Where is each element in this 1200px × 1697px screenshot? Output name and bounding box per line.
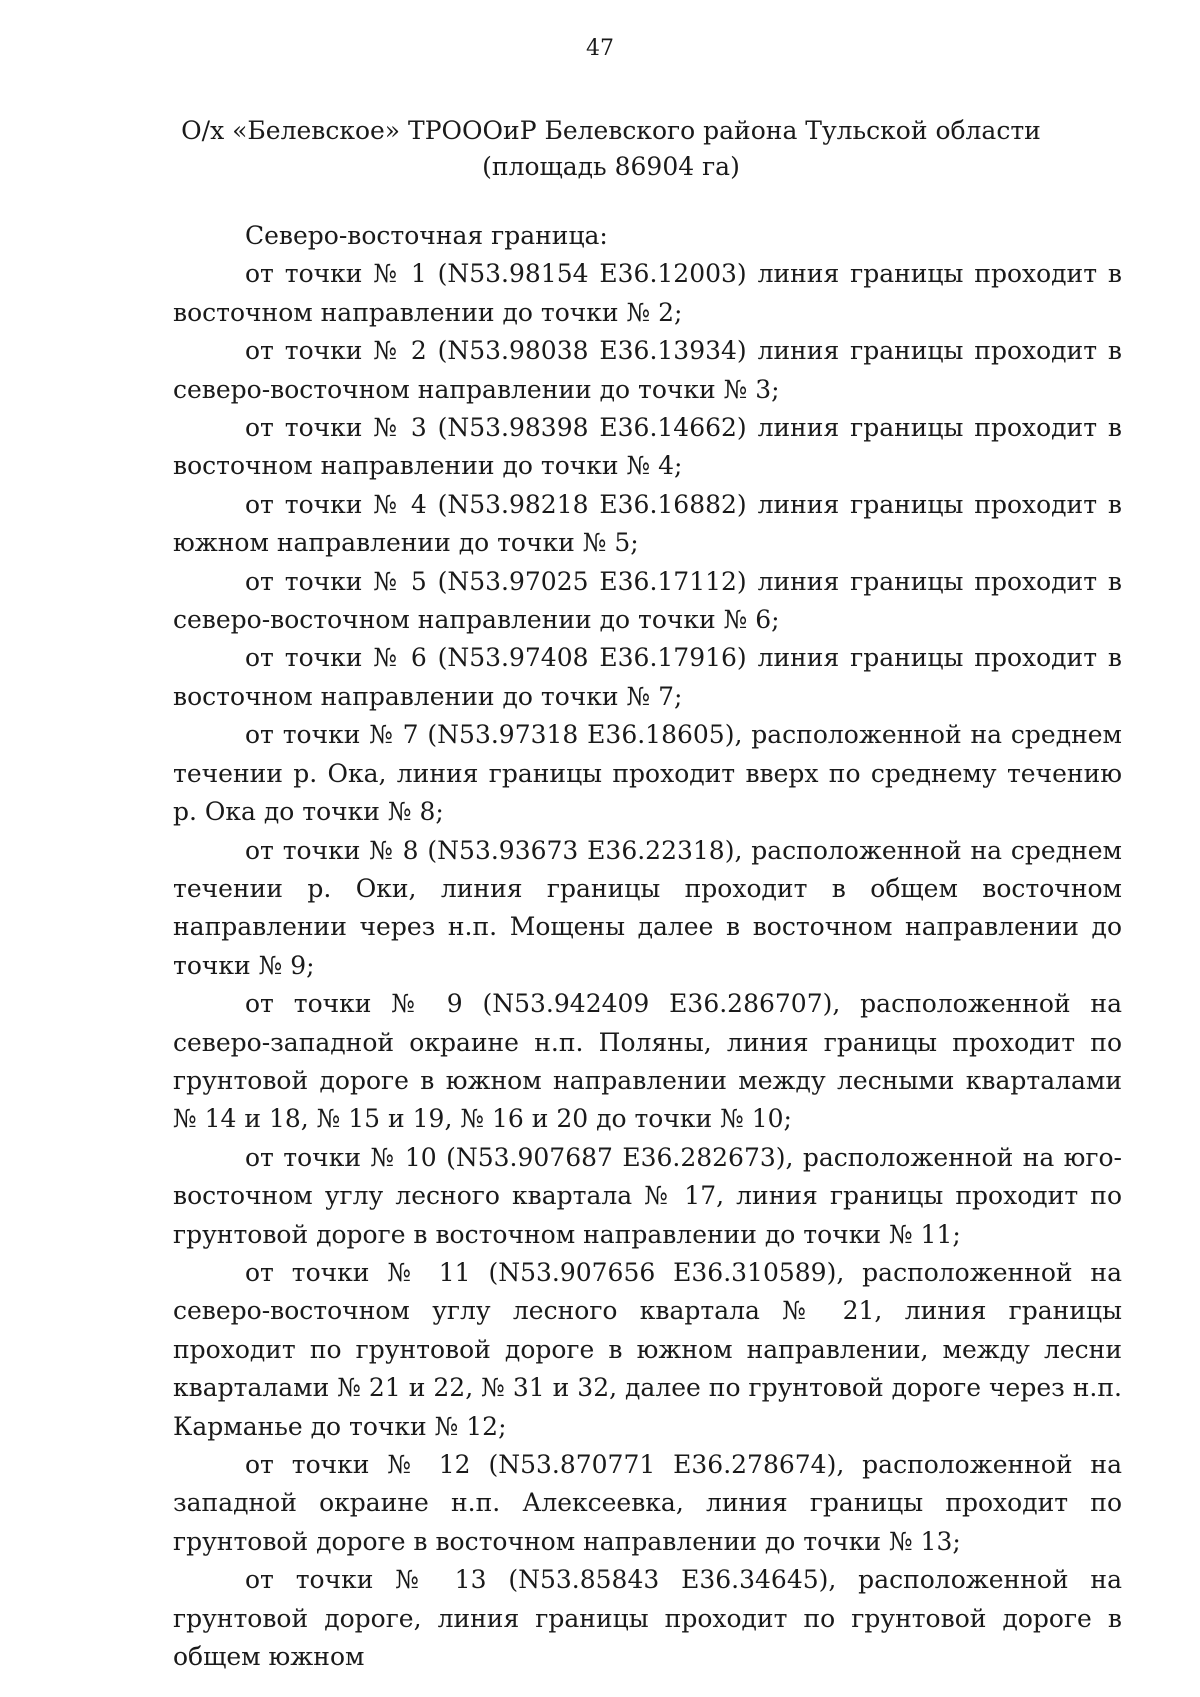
boundary-paragraph-6: от точки № 6 (N53.97408 E36.17916) линия границы проходит в восточном направлении до точки № 7;: [173, 643, 1122, 711]
boundary-paragraph-4: от точки № 4 (N53.98218 E36.16882) линия границы проходит в южном направлении до точки № 5;: [173, 489, 1122, 558]
document-body: [173, 217, 1122, 1676]
title-line-1: О/х «Белевское» ТРОООиР Белевского района Тульской области: [181, 116, 1041, 145]
boundary-paragraph-10: от точки № 10 (N53.907687 E36.282673), расположенной на юго-восточном углу лесного квартала № 17, линия границы проходит по грунтовой дороге в восточном направлении до точки № 11;: [173, 1142, 1122, 1249]
boundary-paragraph-1: от точки № 1 (N53.98154 E36.12003) линия границы проходит в восточном направлении до точки № 2;: [173, 259, 1122, 327]
boundary-paragraph-5: от точки № 5 (N53.97025 E36.17112) линия границы проходит в северо-восточном направлении до точки № 6;: [173, 566, 1122, 635]
boundary-paragraph-11: от точки № 11 (N53.907656 E36.310589), расположенной на северо-восточном углу лесного квартала № 21, линия границы проходит по грунтовой дороге в южном направлении, между лесни кварталами № 21 и 22, № 31 и 32, далее по грунтовой дороге через н.п. Карманье до точки № 12;: [173, 1257, 1122, 1441]
boundary-paragraph-12: от точки № 12 (N53.870771 E36.278674), расположенной на западной окраине н.п. Алексеевка, линия границы проходит по грунтовой дороге в восточном направлении до точки № 13;: [173, 1450, 1122, 1556]
page-number: 47: [586, 36, 614, 61]
document-title: [160, 113, 1062, 185]
boundary-paragraph-3: от точки № 3 (N53.98398 E36.14662) линия границы проходит в восточном направлении до точки № 4;: [173, 413, 1122, 481]
boundary-paragraph-9: от точки № 9 (N53.942409 E36.286707), расположенной на северо-западной окраине н.п. Поляны, линия границы проходит по грунтовой дороге в южном направлении между лесными кварталами № 14 и 18, № 15 и 19, № 16 и 20 до точки № 10;: [173, 989, 1122, 1134]
boundary-paragraph-13: от точки № 13 (N53.85843 E36.34645), расположенной на грунтовой дороге, линия границы проходит по грунтовой дороге в общем южном: [173, 1565, 1122, 1672]
boundary-paragraph-2: от точки № 2 (N53.98038 E36.13934) линия границы проходит в северо-восточном направлении до точки № 3;: [173, 336, 1122, 404]
boundary-paragraph-7: от точки № 7 (N53.97318 E36.18605), расположенной на среднем течении р. Ока, линия границы проходит вверх по среднему течению р. Ока до точки № 8;: [173, 720, 1122, 827]
section-heading: Северо-восточная граница:: [245, 221, 608, 250]
title-line-2: (площадь 86904 га): [482, 152, 740, 181]
boundary-paragraph-8: от точки № 8 (N53.93673 E36.22318), расположенной на среднем течении р. Оки, линия границы проходит в общем восточном направлении через н.п. Мощены далее в восточном направлении до точки № 9;: [173, 835, 1122, 980]
